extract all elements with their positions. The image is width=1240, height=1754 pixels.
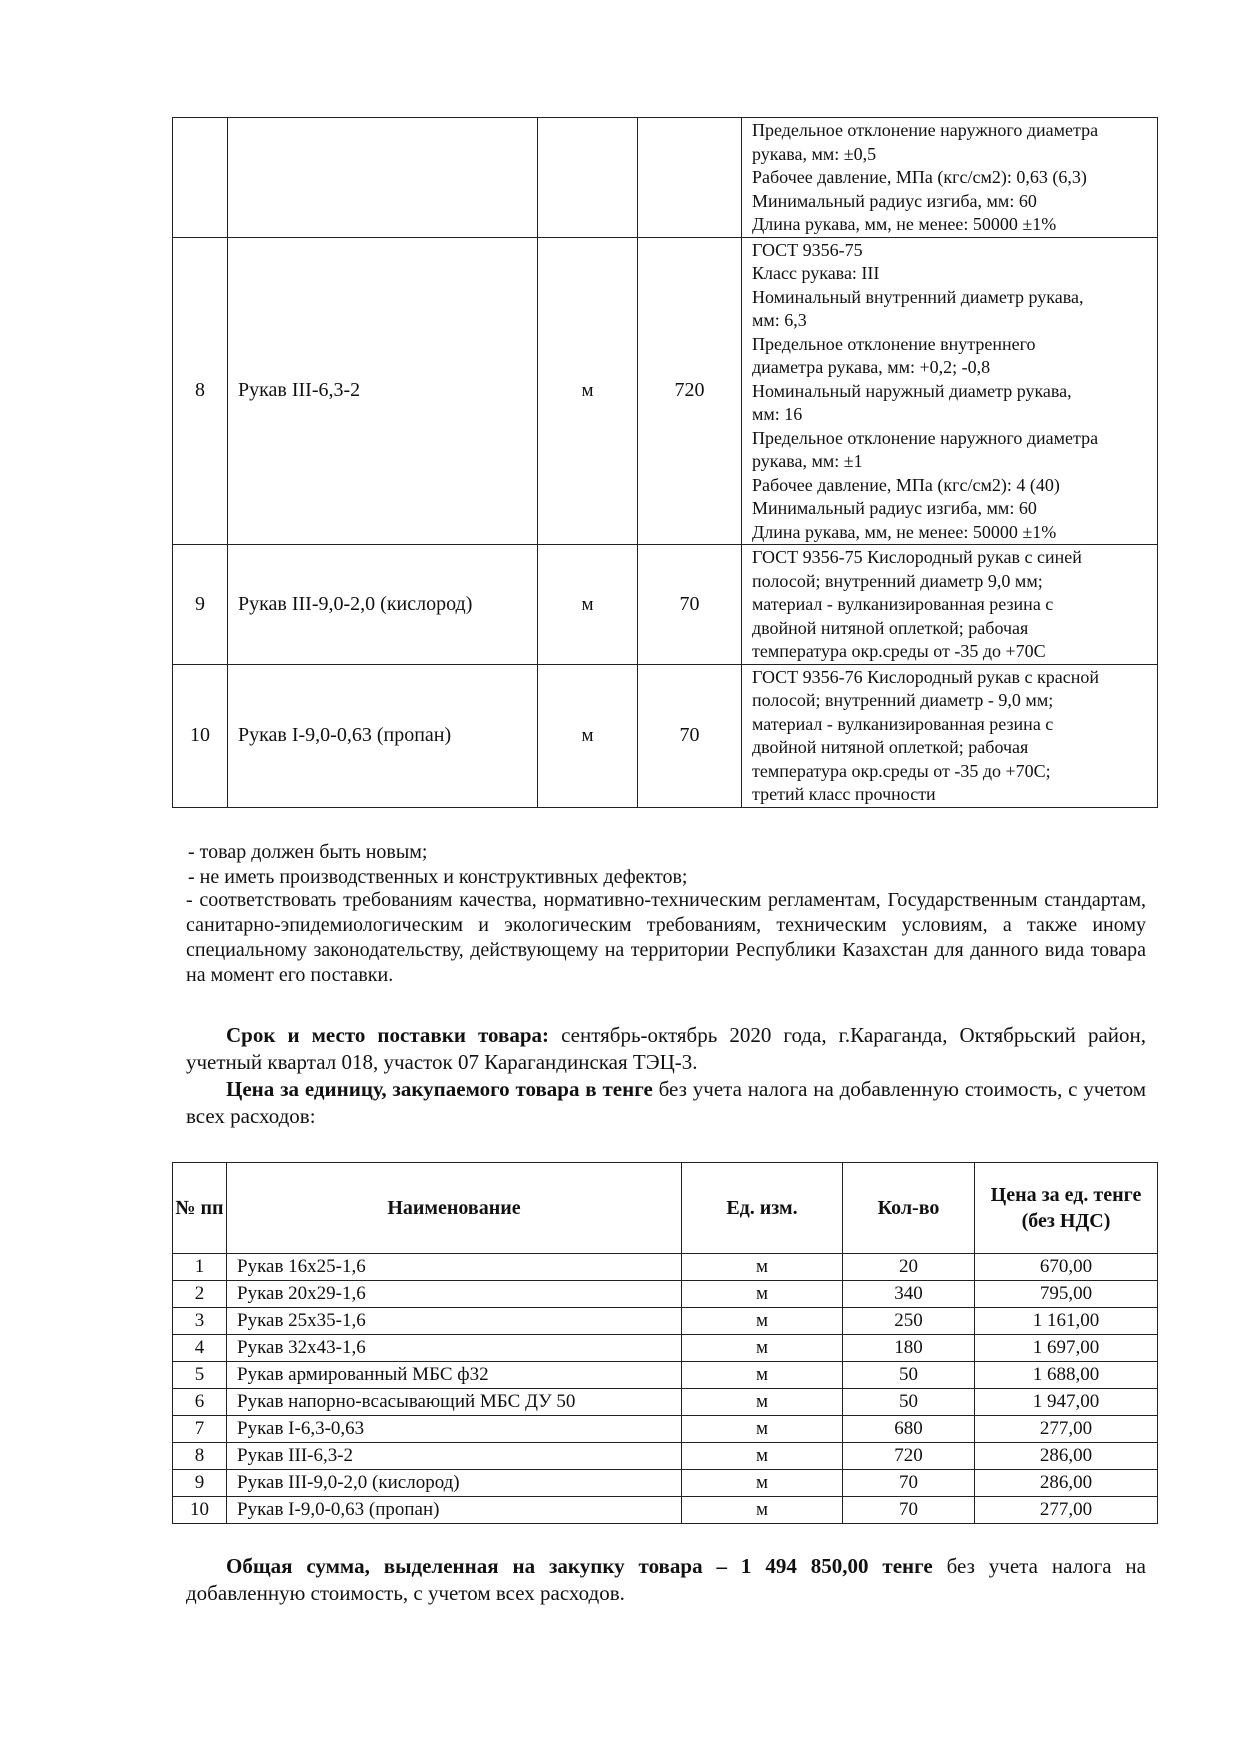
price-row: [173, 1443, 1158, 1470]
price-row-price: 795,00: [975, 1281, 1158, 1308]
price-row-qty: 720: [843, 1443, 975, 1470]
price-row-unit: м: [682, 1389, 843, 1416]
price-row-unit: м: [682, 1443, 843, 1470]
price-row-unit: м: [682, 1416, 843, 1443]
spec-row-description: [742, 237, 1158, 545]
price-row-qty: 70: [843, 1497, 975, 1524]
spec-description-line: полосой; внутренний диаметр 9,0 мм;: [752, 570, 1043, 591]
requirement-compliance: - соответствовать требованиям качества, нормативно-техническим регламентам, Государственным стандартам, санитарно-эпидемиологическим и экологическим требованиям, техническим условиям, а также иному специальному законодательству, действующему на территории Республики Казахстан для данного вида товара на момент его поставки.: [186, 889, 1146, 986]
spec-description-line: Минимальный радиус изгиба, мм: 60: [752, 190, 1037, 211]
price-row-price: 1 688,00: [975, 1362, 1158, 1389]
spec-row-unit: м: [538, 237, 638, 545]
spec-row-qty: 70: [638, 664, 742, 807]
spec-row-qty: 70: [638, 545, 742, 665]
spec-description-line: ГОСТ 9356-75: [752, 239, 863, 260]
price-row-num: 2: [173, 1281, 227, 1308]
price-row-price: 1 947,00: [975, 1389, 1158, 1416]
spec-row-name: Рукав III-9,0-2,0 (кислород): [228, 545, 538, 665]
spec-description-line: диаметра рукава, мм: +0,2; -0,8: [752, 357, 991, 377]
price-row: [173, 1362, 1158, 1389]
price-row-unit: м: [682, 1308, 843, 1335]
spec-row-description: [742, 545, 1158, 665]
price-intro-label: Цена за единицу, закупаемого товара в тенге: [226, 1077, 653, 1101]
spec-description-line: третий класс прочности: [752, 784, 936, 804]
spec-description-line: полосой; внутренний диаметр - 9,0 мм;: [752, 690, 1054, 710]
spec-row: [173, 664, 1158, 807]
spec-description-line: рукава, мм: ±0,5: [752, 143, 877, 164]
price-row-name: Рукав 20х29-1,6: [227, 1281, 682, 1308]
spec-description-line: двойной нитяной оплеткой; рабочая: [752, 737, 1029, 757]
price-row-qty: 250: [843, 1308, 975, 1335]
price-row-num: 4: [173, 1335, 227, 1362]
price-row: [173, 1470, 1158, 1497]
spec-description-line: рукава, мм: ±1: [752, 451, 863, 471]
price-row-num: 10: [173, 1497, 227, 1524]
price-row-num: 9: [173, 1470, 227, 1497]
price-row: [173, 1389, 1158, 1416]
price-row-unit: м: [682, 1254, 843, 1281]
spec-row-unit: [538, 118, 638, 238]
price-row-name: Рукав I-9,0-0,63 (пропан): [227, 1497, 682, 1524]
price-row-qty: 20: [843, 1254, 975, 1281]
price-row-qty: 50: [843, 1362, 975, 1389]
spec-description-line: Рабочее давление, МПа (кгс/см2): 4 (40): [752, 474, 1060, 495]
spec-description-line: Класс рукава: III: [752, 263, 880, 283]
price-row-qty: 680: [843, 1416, 975, 1443]
delivery-text: сентябрь-октябрь 2020 года, г.Караганда, Октябрьский район, учетный квартал 018, участок 07 Карагандинская ТЭЦ-3.: [186, 1023, 1146, 1074]
price-row: [173, 1497, 1158, 1524]
price-row-name: Рукав 25х35-1,6: [227, 1308, 682, 1335]
spec-row-unit: м: [538, 664, 638, 807]
price-row-unit: м: [682, 1470, 843, 1497]
total-text: без учета налога на добавленную стоимость, с учетом всех расходов.: [186, 1554, 1146, 1605]
spec-row: [173, 118, 1158, 238]
spec-row-num: 10: [173, 664, 228, 807]
spec-row-unit: м: [538, 545, 638, 665]
price-row-num: 1: [173, 1254, 227, 1281]
specification-table: [172, 117, 1158, 808]
total-paragraph: [186, 1553, 1146, 1607]
price-row-price: 1 697,00: [975, 1335, 1158, 1362]
spec-row-name: Рукав I-9,0-0,63 (пропан): [228, 664, 538, 807]
spec-row-description: [742, 664, 1158, 807]
header-name: Наименование: [227, 1163, 682, 1254]
price-row-price: 286,00: [975, 1443, 1158, 1470]
price-row-num: 7: [173, 1416, 227, 1443]
price-row-price: 277,00: [975, 1416, 1158, 1443]
price-table: [172, 1162, 1158, 1524]
price-row-num: 6: [173, 1389, 227, 1416]
spec-description-line: температура окр.среды от -35 до +70С;: [752, 760, 1051, 781]
price-row-qty: 340: [843, 1281, 975, 1308]
spec-row-name: [228, 118, 538, 238]
spec-description-line: Предельное отклонение наружного диаметра: [752, 427, 1099, 448]
price-row-name: Рукав III-9,0-2,0 (кислород): [227, 1470, 682, 1497]
price-row: [173, 1416, 1158, 1443]
price-intro-paragraph: [186, 1076, 1146, 1130]
spec-description-line: Номинальный внутренний диаметр рукава,: [752, 286, 1084, 307]
requirements-list: [188, 840, 1148, 889]
price-row-price: 277,00: [975, 1497, 1158, 1524]
price-row: [173, 1308, 1158, 1335]
spec-description-line: Номинальный наружный диаметр рукава,: [752, 380, 1072, 401]
spec-description-line: материал - вулканизированная резина с: [752, 713, 1054, 734]
spec-row-num: 8: [173, 237, 228, 545]
header-num: № пп: [173, 1163, 227, 1254]
spec-description-line: материал - вулканизированная резина с: [752, 594, 1054, 614]
requirement-new: - товар должен быть новым;: [188, 841, 428, 863]
spec-description-line: Минимальный радиус изгиба, мм: 60: [752, 498, 1037, 518]
price-row-num: 5: [173, 1362, 227, 1389]
price-row-name: Рукав напорно-всасывающий МБС ДУ 50: [227, 1389, 682, 1416]
spec-row-name: Рукав III-6,3-2: [228, 237, 538, 545]
price-row-name: Рукав 32х43-1,6: [227, 1335, 682, 1362]
header-unit: Ед. изм.: [682, 1163, 843, 1254]
spec-row-description: [742, 118, 1158, 238]
delivery-paragraph: [186, 1022, 1146, 1076]
price-row-price: 1 161,00: [975, 1308, 1158, 1335]
price-intro-text: без учета налога на добавленную стоимость, с учетом всех расходов:: [186, 1077, 1146, 1128]
price-row: [173, 1335, 1158, 1362]
price-row-qty: 50: [843, 1389, 975, 1416]
spec-row: [173, 545, 1158, 665]
spec-description-line: ГОСТ 9356-76 Кислородный рукав с красной: [752, 666, 1099, 687]
price-row-price: 670,00: [975, 1254, 1158, 1281]
header-qty: Кол-во: [843, 1163, 975, 1254]
price-row-name: Рукав I-6,3-0,63: [227, 1416, 682, 1443]
price-table-header: [173, 1163, 1158, 1254]
delivery-label: Срок и место поставки товара:: [226, 1023, 550, 1047]
spec-description-line: температура окр.среды от -35 до +70С: [752, 641, 1046, 661]
price-row-unit: м: [682, 1335, 843, 1362]
spec-row-qty: 720: [638, 237, 742, 545]
price-row-qty: 70: [843, 1470, 975, 1497]
spec-description-line: Рабочее давление, МПа (кгс/см2): 0,63 (6,3): [752, 167, 1087, 187]
spec-description-line: мм: 16: [752, 404, 803, 424]
price-row-unit: м: [682, 1281, 843, 1308]
spec-description-line: мм: 6,3: [752, 310, 807, 330]
spec-description-line: Предельное отклонение внутреннего: [752, 333, 1036, 354]
spec-description-line: двойной нитяной оплеткой; рабочая: [752, 617, 1029, 638]
spec-row-num: [173, 118, 228, 238]
spec-description-line: ГОСТ 9356-75 Кислородный рукав с синей: [752, 547, 1082, 567]
header-price: Цена за ед. тенге (без НДС): [975, 1163, 1158, 1254]
price-row-name: Рукав армированный МБС ф32: [227, 1362, 682, 1389]
price-row-num: 8: [173, 1443, 227, 1470]
spec-row-qty: [638, 118, 742, 238]
price-row: [173, 1254, 1158, 1281]
requirement-no-defects: - не иметь производственных и конструктивных дефектов;: [188, 865, 688, 888]
price-row-name: Рукав III-6,3-2: [227, 1443, 682, 1470]
price-row: [173, 1281, 1158, 1308]
total-label: Общая сумма, выделенная на закупку товара – 1 494 850,00 тенге: [226, 1554, 933, 1578]
spec-row: [173, 237, 1158, 545]
spec-description-line: Длина рукава, мм, не менее: 50000 ±1%: [752, 521, 1057, 542]
price-row-qty: 180: [843, 1335, 975, 1362]
spec-row-num: 9: [173, 545, 228, 665]
price-row-unit: м: [682, 1497, 843, 1524]
price-row-price: 286,00: [975, 1470, 1158, 1497]
spec-description-line: Предельное отклонение наружного диаметра: [752, 120, 1099, 140]
price-row-unit: м: [682, 1362, 843, 1389]
price-row-name: Рукав 16х25-1,6: [227, 1254, 682, 1281]
spec-description-line: Длина рукава, мм, не менее: 50000 ±1%: [752, 214, 1057, 234]
price-row-num: 3: [173, 1308, 227, 1335]
